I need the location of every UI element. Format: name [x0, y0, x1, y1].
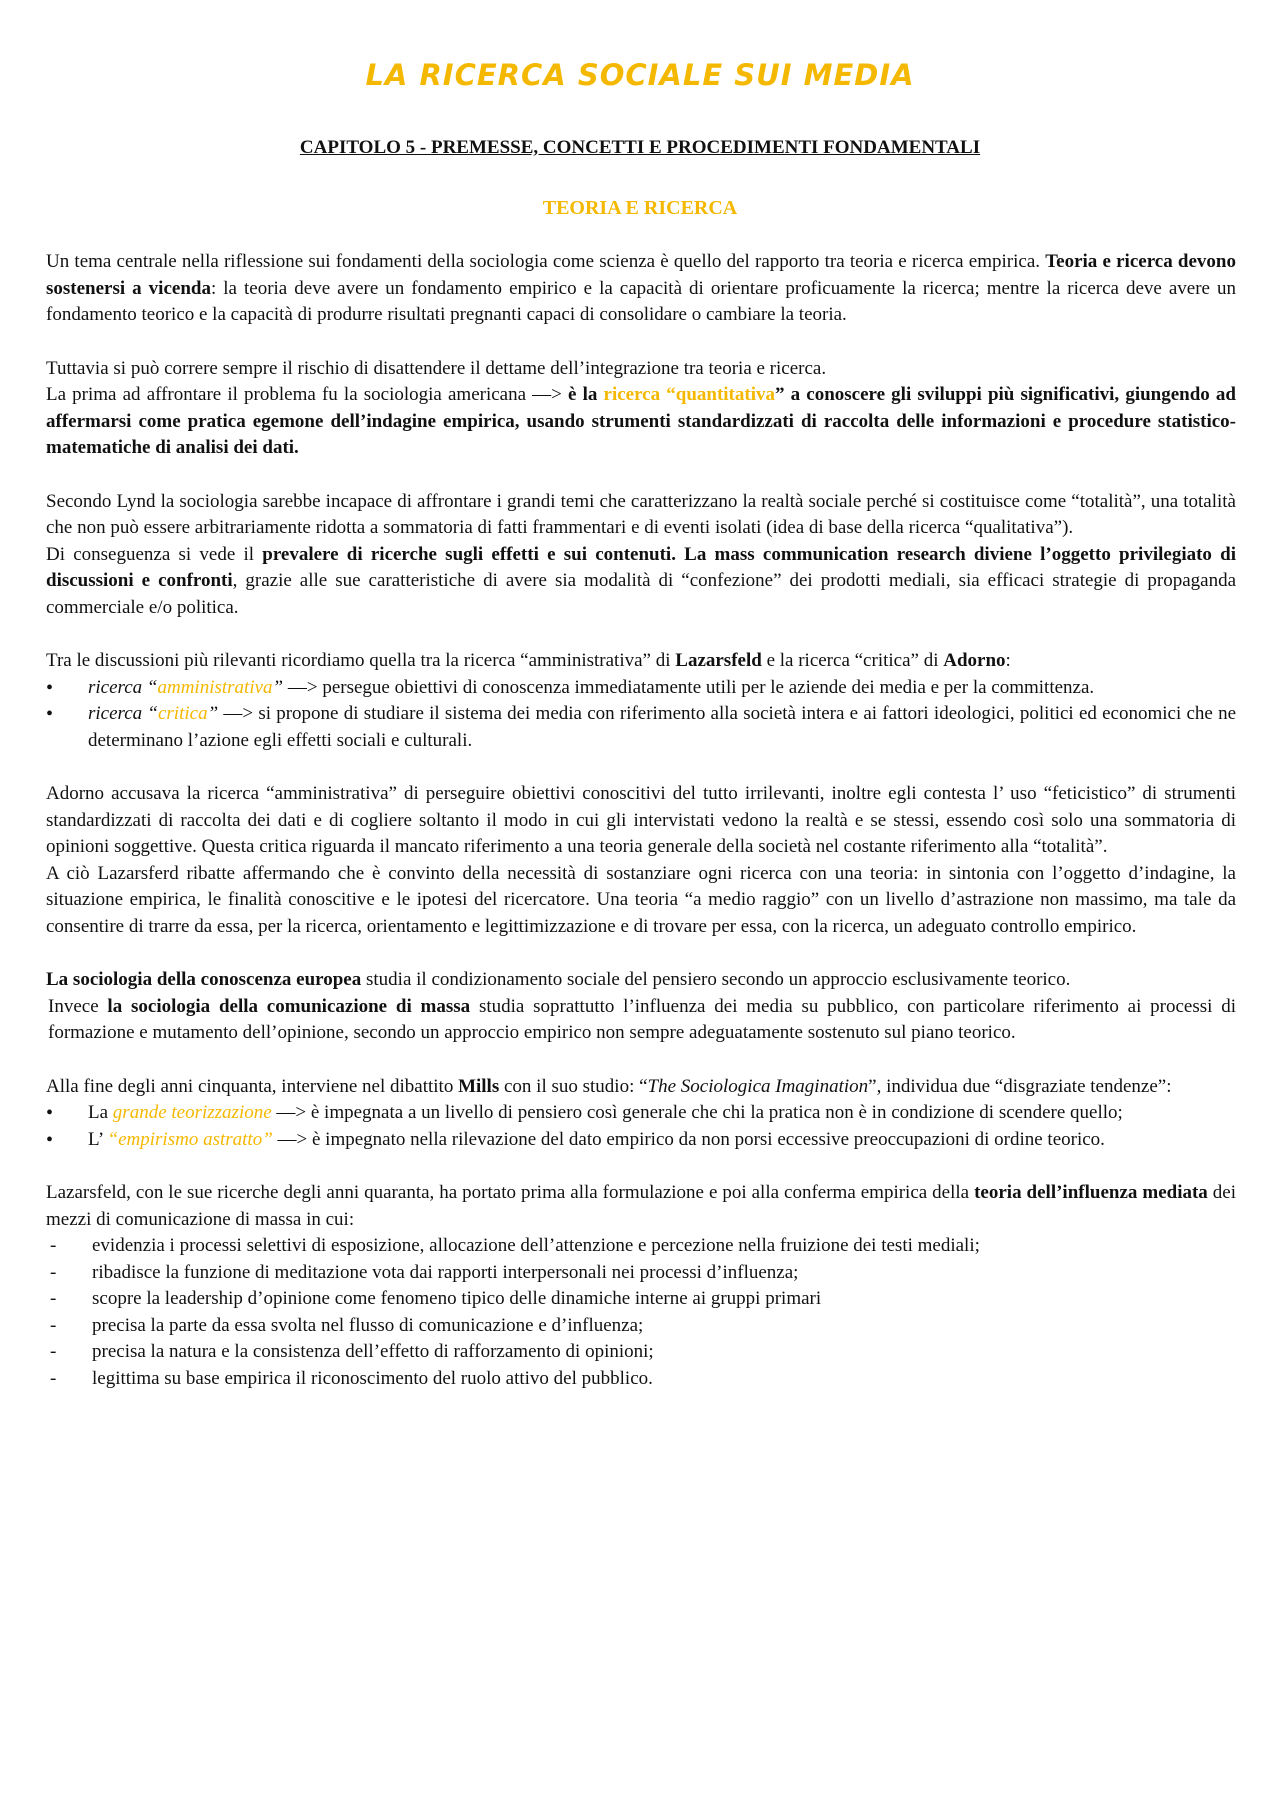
text: : — [1005, 650, 1011, 671]
paragraph-3-line-1: Secondo Lynd la sociologia sarebbe incapace di affrontare i grandi temi che caratterizzano la realtà sociale perché si costituisce come “totalità”, una totalità che non può essere arbitrariamente ridotta a sommatoria di fatti frammentari e di eventi isolati (idea di base della ricerca “qualitativa”). — [46, 490, 1236, 538]
highlighted-term: amministrativa — [157, 676, 273, 698]
paragraph-4 — [46, 648, 1236, 675]
tendencies-list — [46, 1100, 1236, 1153]
paragraph-2 — [46, 382, 1236, 462]
list-item — [46, 1127, 1236, 1154]
list-item: - precisa la parte da essa svolta nel flusso di comunicazione e d’influenza; — [46, 1313, 1236, 1340]
paragraph-5-line-2: A ciò Lazarsferd ribatte affermando che è convinto della necessità di sostanziare ogni ricerca con una teoria: in sintonia con l’oggetto d’indagine, la situazione empirica, le finalità conoscitive e le ipotesi del ricercatore. Una teoria “a medio raggio” con un livello d’astrazione non massimo, ma tale da consentire di trarre da essa, per la ricerca, orientamento e legittimizzazione e di trovare per essa, con la ricerca, un adeguato controllo empirico. — [46, 862, 1236, 937]
bold-text: teoria dell’influenza mediata — [974, 1182, 1208, 1203]
text: : la teoria deve avere un fondamento empirico e la capacità di orientare proficuamente la ricerca; mentre la ricerca deve avere un fondamento teorico e la capacità di produrre risultati pregnanti capaci di consolidare o cambiare la teoria. — [46, 277, 1236, 325]
text: e la ricerca “critica” di — [761, 650, 944, 671]
text: studia soprattutto l’influenza dei media su pubblico, con particolare riferimento ai processi di formazione e mutamento dell’opinione, secondo un approccio empirico non sempre adeguatamente sostenuto sul piano teorico. — [48, 995, 1236, 1043]
text: Tra le discussioni più rilevanti ricordiamo quella tra la ricerca “amministrativa” di — [46, 650, 676, 671]
text: —> persegue obiettivi di conoscenza immediatamente utili per le aziende dei media e per la committenza. — [283, 676, 1095, 698]
text: ”, individua due “disgraziate tendenze”: — [868, 1075, 1172, 1097]
text: dei mezzi di comunicazione di massa in cui: — [46, 1182, 1237, 1230]
paragraph-2-line-1: Tuttavia si può correre sempre il rischio di disattendere il dettame dell’integrazione tra teoria e ricerca. — [46, 357, 827, 379]
list-item: - precisa la natura e la consistenza dell’effetto di rafforzamento di opinioni; — [46, 1339, 1236, 1366]
paragraph-1 — [46, 249, 1236, 329]
text: ” — [272, 676, 284, 698]
paragraph-8 — [46, 1180, 1236, 1233]
list-item — [46, 1100, 1236, 1127]
bold-text: Lazarsfeld — [675, 650, 762, 671]
text: studia il condizionamento sociale del pensiero secondo un approccio esclusivamente teorico. — [361, 969, 1071, 990]
paragraph-3 — [46, 542, 1236, 622]
text: —> è impegnato nella rilevazione del dato empirico da non porsi eccessive preoccupazioni di ordine teorico. — [272, 1128, 1105, 1150]
list-item: - evidenzia i processi selettivi di esposizione, allocazione dell’attenzione e percezione nella fruizione dei testi mediali; — [46, 1233, 1236, 1260]
bold-text: è la — [568, 384, 604, 405]
paragraph-5-line-1: Adorno accusava la ricerca “amministrativa” di perseguire obiettivi conoscitivi del tutto irrilevanti, inoltre egli contesta l’ uso “feticistico” di strumenti standardizzati di raccolta dei dati e di cogliere soltanto il modo in cui gli intervistati vedono la realtà e se stessi, essendo così solo una sommatoria di opinioni soggettive. Questa critica riguarda il mancato riferimento a una teoria generale della società nel costante riferimento alla “totalità”. — [46, 783, 1236, 857]
paragraph-6-line-1 — [46, 967, 1236, 994]
bold-text: la sociologia della comunicazione di massa — [107, 995, 471, 1017]
document-title: LA RICERCA SOCIALE SUI MEDIA — [365, 58, 915, 92]
list-item: - legittima su base empirica il riconoscimento del ruolo attivo del pubblico. — [46, 1366, 1236, 1393]
bold-text: La sociologia della conoscenza europea — [46, 969, 362, 990]
text: Alla fine degli anni cinquanta, interviene nel dibattito — [46, 1075, 459, 1097]
text: Lazarsfeld, con le sue ricerche degli anni quaranta, ha portato prima alla formulazione e poi alla conferma empirica della — [46, 1182, 975, 1203]
text: con il suo studio: “ — [499, 1075, 648, 1097]
highlighted-term: critica — [157, 703, 208, 724]
influence-theory-list — [46, 1233, 1236, 1392]
text: ricerca “ — [88, 676, 158, 698]
paragraph-7 — [46, 1074, 1236, 1101]
text: Un tema centrale nella riflessione sui fondamenti della sociologia come scienza è quello del rapporto tra teoria e ricerca empirica. — [46, 251, 1046, 272]
highlighted-term: “empirismo astratto” — [107, 1128, 273, 1150]
text: —> è impegnata a un livello di pensiero così generale che chi la pratica non è in condizione di scendere quello; — [271, 1102, 1123, 1123]
list-item — [46, 675, 1236, 702]
text: Invece — [48, 995, 108, 1017]
research-types-list — [46, 675, 1236, 755]
text: La prima ad affrontare il problema fu la sociologia americana —> — [46, 384, 569, 405]
bold-text: prevalere di ricerche sugli effetti e sui contenuti. La mass communication research diviene l’oggetto privilegiato di discussioni e confronti — [46, 543, 1236, 591]
paragraph-6-line-2 — [46, 994, 1236, 1047]
text: La — [88, 1102, 113, 1123]
bold-text: Teoria e ricerca devono sostenersi a vicenda — [46, 251, 1236, 299]
text: Di conseguenza si vede il — [46, 543, 263, 565]
document-body — [46, 249, 1236, 1392]
bold-text: Adorno — [943, 650, 1006, 671]
chapter-heading: CAPITOLO 5 - PREMESSE, CONCETTI E PROCEDIMENTI FONDAMENTALI — [299, 137, 981, 158]
list-item: - ribadisce la funzione di meditazione vota dai rapporti interpersonali nei processi d’influenza; — [46, 1260, 1236, 1287]
list-item: - scopre la leadership d’opinione come fenomeno tipico delle dinamiche interne ai gruppi primari — [46, 1286, 1236, 1313]
text: ” — [207, 703, 219, 724]
text: ricerca “ — [88, 703, 158, 724]
highlighted-term: grande teorizzazione — [112, 1102, 272, 1123]
italic-title: The Sociologica Imagination — [647, 1075, 869, 1097]
list-item — [46, 701, 1236, 754]
text: L’ — [88, 1128, 108, 1150]
highlighted-term: ricerca “quantitativa — [603, 384, 775, 405]
bold-text: Mills — [458, 1075, 500, 1097]
text: , grazie alle sue caratteristiche di avere sia modalità di “confezione” dei prodotti mediali, sia efficaci strategie di propaganda commerciale e/o politica. — [46, 570, 1237, 618]
bold-text: ” a conoscere gli sviluppi più significativi, giungendo ad affermarsi come pratica egemone dell’indagine empirica, usando strumenti standardizzati di raccolta delle informazioni e procedure statistico-matematiche di analisi dei dati. — [46, 384, 1236, 458]
section-heading: TEORIA E RICERCA — [542, 197, 738, 219]
text: —> si propone di studiare il sistema dei media con riferimento alla società intera e ai fattori ideologici, politici ed economici che ne determinano l’azione egli effetti sociali e culturali. — [88, 703, 1237, 751]
